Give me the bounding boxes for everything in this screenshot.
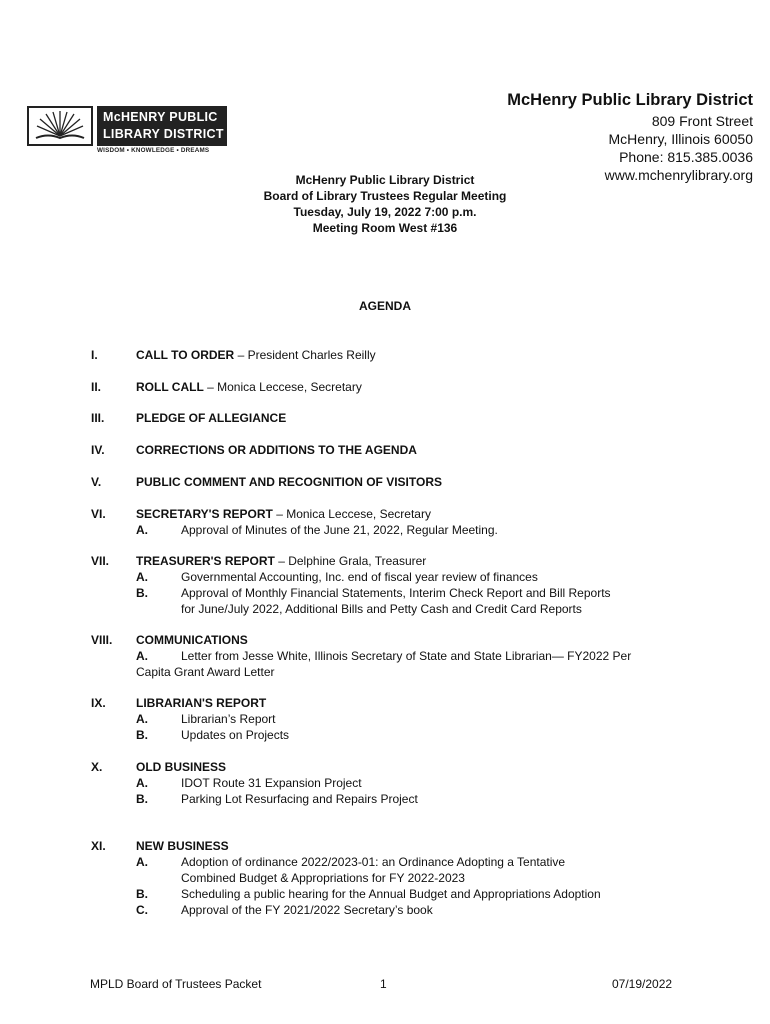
footer-date: 07/19/2022 [612,977,673,991]
sub-item-letter: A. [136,712,148,726]
city-state-zip: McHenry, Illinois 60050 [608,131,753,147]
item-number: II. [91,380,102,394]
meeting-date: Tuesday, July 19, 2022 7:00 p.m. [293,205,477,219]
org-name: McHenry Public Library District [507,91,753,109]
sub-item-text: Approval of Monthly Financial Statements, Interim Check Report and Bill Reports [181,586,611,600]
logo-tagline: WISDOM • KNOWLEDGE • DREAMS [97,147,210,154]
address-block [507,89,753,184]
item-title: PLEDGE OF ALLEGIANCE [136,411,287,425]
item-title: NEW BUSINESS [136,839,229,853]
item-number: V. [91,475,102,489]
sub-item-text: IDOT Route 31 Expansion Project [181,776,362,790]
sub-item-letter: B. [136,887,148,901]
sub-item-letter: A. [136,649,148,663]
item-number: VI. [91,507,106,521]
sub-item-text: Parking Lot Resurfacing and Repairs Project [181,792,418,806]
footer-packet-label: MPLD Board of Trustees Packet [90,977,262,991]
sub-item-letter: A. [136,855,148,869]
sub-item-letter: B. [136,792,148,806]
logo-line-2: LIBRARY DISTRICT [103,127,224,141]
item-detail: – Delphine Grala, Treasurer [274,554,427,568]
logo-wordmark [97,106,227,146]
sub-item-text: Librarian’s Report [181,712,276,726]
item-detail: – Monica Leccese, Secretary [203,380,362,394]
item-title: LIBRARIAN'S REPORT [136,696,267,710]
item-number: I. [91,348,98,362]
sub-item-continued [136,664,696,680]
sub-item-text: Scheduling a public hearing for the Annual Budget and Appropriations Adoption [181,887,601,901]
sub-item-letter: A. [136,776,148,790]
sub-item-text: Updates on Projects [181,728,290,742]
item-detail: – President Charles Reilly [234,348,376,362]
item-number: VIII. [91,633,113,647]
agenda-title: AGENDA [358,299,411,313]
logo-line-1: McHENRY PUBLIC [103,110,218,124]
sub-item-letter: C. [136,903,148,917]
item-title: TREASURER'S REPORT [136,554,275,568]
item-title: CORRECTIONS OR ADDITIONS TO THE AGENDA [136,443,417,457]
footer-page-number: 1 [380,977,387,991]
website-link[interactable]: www.mchenrylibrary.org [604,167,753,183]
item-title: SECRETARY'S REPORT [136,507,273,521]
meeting-title: Board of Library Trustees Regular Meeting [263,189,507,203]
sub-item-text: Combined Budget & Appropriations for FY 2022-2023 [181,871,465,885]
sub-item-letter: A. [136,570,148,584]
library-logo [27,106,229,154]
item-number: XI. [91,839,106,853]
sub-item-text: Capita Grant Award Letter [136,665,275,679]
item-title: CALL TO ORDER [136,348,235,362]
item-number: IX. [91,696,106,710]
sub-item-letter: B. [136,728,148,742]
item-title: OLD BUSINESS [136,760,227,774]
sub-item-text: Letter from Jesse White, Illinois Secretary of State and State Librarian— FY2022 Per [181,649,632,663]
item-number: IV. [91,443,105,457]
item-number: VII. [91,554,110,568]
sub-item-text: Approval of Minutes of the June 21, 2022, Regular Meeting. [181,523,498,537]
sub-item-text: Approval of the FY 2021/2022 Secretary’s book [181,903,433,917]
item-number: X. [91,760,103,774]
item-title: COMMUNICATIONS [136,633,248,647]
sub-item-text: for June/July 2022, Additional Bills and Petty Cash and Credit Card Reports [181,602,582,616]
sub-item-letter: A. [136,523,148,537]
phone-number: Phone: 815.385.0036 [619,149,753,165]
item-title: PUBLIC COMMENT AND RECOGNITION OF VISITORS [136,475,443,489]
item-title: ROLL CALL [136,380,204,394]
item-detail: – Monica Leccese, Secretary [272,507,431,521]
sub-item-letter: B. [136,586,148,600]
street-address: 809 Front Street [651,113,753,129]
meeting-org: McHenry Public Library District [295,173,475,187]
meeting-room: Meeting Room West #136 [312,221,458,235]
sub-item-text: Adoption of ordinance 2022/2023-01: an Ordinance Adopting a Tentative [181,855,566,869]
sub-item-text: Governmental Accounting, Inc. end of fiscal year review of finances [181,570,538,584]
meeting-header [0,172,770,236]
book-sunburst-icon [27,106,93,146]
item-number: III. [91,411,105,425]
